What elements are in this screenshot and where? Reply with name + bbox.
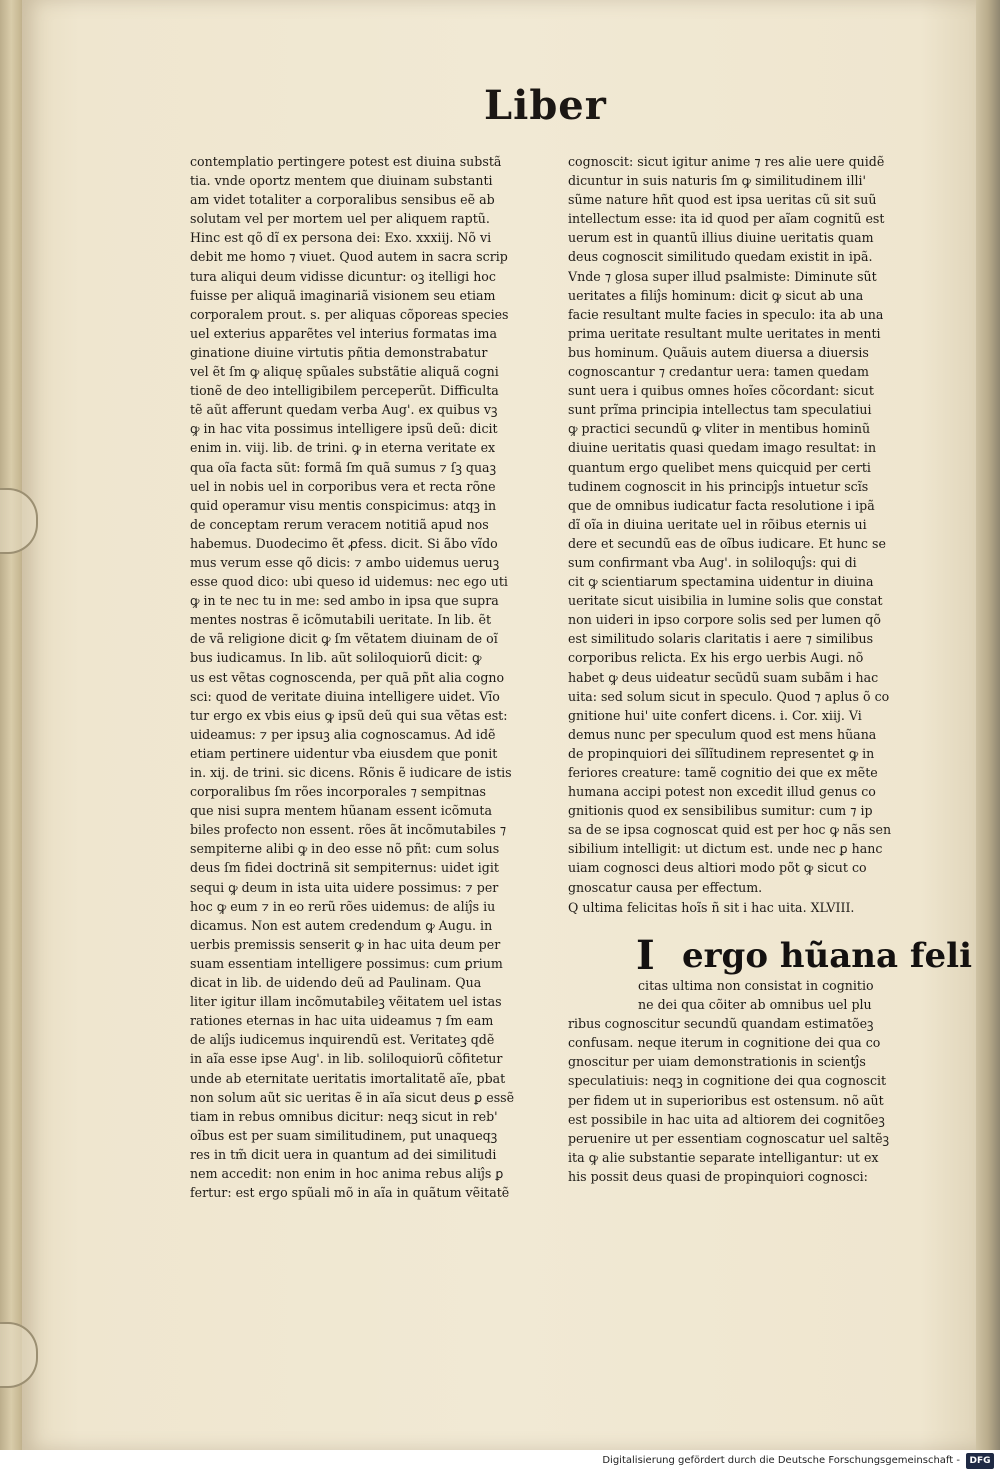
text-line: citas ultima non consistat in cognitio [638, 978, 874, 993]
text-line: ꝙ in te nec tu in me: sed ambo in ipsa que supra [190, 593, 499, 609]
text-line: dĩ oĩa in diuina ueritate uel in rõibus eternis ui [568, 516, 867, 532]
text-line: peruenire ut per essentiam cognoscatur uel saltẽꝫ [568, 1130, 890, 1146]
text-line: sci: quod de veritate diuina intelligere uidet. Vĩo [190, 688, 500, 704]
text-line: enim in. viij. lib. de trini. ꝙ in eterna veritate ex [190, 440, 496, 456]
text-line: sũme nature hñt quod est ipsa ueritas cũ sit suũ [568, 192, 877, 208]
text-line: non uideri in ipso corpore solis sed per lumen qõ [568, 612, 881, 628]
text-line: tiam in rebus omnibus dicitur: neqꝫ sicut in reb' [190, 1108, 498, 1124]
right-text-column [568, 152, 908, 897]
text-line: in aĩa esse ipse Aug'. in lib. soliloquiorũ cõfitetur [190, 1051, 503, 1067]
text-line: de aliĵs iudicemus inquirendũ est. Veritateꝫ qdẽ [190, 1032, 495, 1048]
text-line: fertur: est ergo spũali mõ in aĩa in quãtum vẽitatẽ [190, 1185, 510, 1201]
footer-bar [0, 1450, 1000, 1474]
text-line: est possibile in hac uita ad altiorem dei cognitõeꝫ [568, 1111, 885, 1127]
text-line: vel ẽt ſm ꝙ aliquę spũales substãtie aliquã cogni [190, 364, 499, 380]
text-line: uel exterius apparẽtes vel interius formatas ima [190, 325, 497, 341]
text-line: uiam cognosci deus altiori modo põt ꝙ sicut co [568, 860, 867, 876]
text-line: feriores creature: tamẽ cognitio dei que ex mẽte [568, 765, 878, 780]
text-line: his possit deus quasi de propinquiori cognosci: [568, 1168, 868, 1184]
text-line: que nisi supra mentem hũanam essent icõmuta [190, 803, 492, 819]
text-line: contemplatio pertingere potest est diuina substã [190, 154, 502, 169]
text-line: demus nunc per speculum quod est mens hũana [568, 726, 877, 742]
text-line: est similitudo solaris claritatis i aere ⁊ similibus [568, 631, 874, 647]
text-line: prima ueritate resultant multe ueritates in menti [568, 325, 881, 341]
text-line: unde ab eternitate ueritatis imortalitatẽ aĩe, pbat [190, 1070, 506, 1086]
text-line: corporalibus ſm rões incorporales ⁊ sempitnas [190, 784, 486, 800]
dfg-logo: DFG [966, 1453, 994, 1469]
text-line: dicamus. Non est autem credendum ꝙ Augu. in [190, 917, 493, 933]
chapter-initial: I [636, 932, 655, 979]
text-line: tudinem cognoscit in his principĵs intuetur scĩs [568, 478, 869, 494]
text-line: uerum est in quantũ illius diuine ueritatis quam [568, 230, 874, 246]
text-line: oĩbus est per suam similitudinem, put unaqueqꝫ [190, 1127, 498, 1143]
text-line: tẽ aũt afferunt quedam verba Aug'. ex quibus vꝫ [190, 402, 498, 418]
text-line: bus iudicamus. In lib. aũt soliloquiorũ dicit: ꝙ [190, 650, 482, 666]
text-line: us est vẽtas cognoscenda, per quã pñt alia cogno [190, 669, 505, 685]
text-line: bus hominum. Quãuis autem diuersa a diuersis [568, 344, 869, 360]
text-line: deus cognoscit similitudo quedam existit in ipã. [568, 249, 873, 265]
text-line: debit me homo ⁊ viuet. Quod autem in sacra scrip [190, 249, 508, 265]
text-line: Vnde ⁊ glosa super illud psalmiste: Diminute sũt [568, 268, 877, 284]
text-line: in. xij. de trini. sic dicens. Rõnis ẽ iudicare de istis [190, 765, 512, 780]
text-line: tia. vnde oportz mentem que diuinam substanti [190, 173, 493, 189]
text-line: cognoscantur ⁊ credantur uera: tamen quedam [568, 364, 869, 380]
text-line: uerbis premissis senserit ꝙ in hac uita deum per [190, 936, 501, 952]
text-line: de propinquiori dei sĩlĩtudinem representet ꝙ in [568, 745, 875, 761]
text-line: uideamus: ⁊ per ipsuꝫ alia cognoscamus. Ad idẽ [190, 726, 496, 742]
text-line: liter igitur illam incõmutabileꝫ vẽitatem uel istas [190, 994, 502, 1010]
text-line: qua oĩa facta sũt: formã ſm quã sumus ⁊ ſꝫ quaꝫ [190, 459, 497, 475]
text-line: sum confirmant vba Aug'. in soliloquĵs: qui di [568, 554, 857, 570]
text-line: sunt prĩma principia intellectus tam speculatiui [568, 402, 872, 418]
chapter-incipit: ergo hũana feli [682, 936, 972, 976]
text-line: solutam vel per mortem uel per aliquem raptũ. [190, 211, 490, 227]
text-line: cognoscit: sicut igitur anime ⁊ res alie uere quidẽ [568, 154, 885, 169]
text-line: dicuntur in suis naturis ſm ꝙ similitudinem illi' [568, 173, 867, 189]
text-line: sa de se ipsa cognoscat quid est per hoc ꝙ nãs sen [568, 822, 892, 838]
text-line: tura aliqui deum vidisse dicuntur: oꝫ itelligi hoc [190, 268, 496, 284]
text-line: humana accipi potest non excedit illud genus co [568, 784, 876, 800]
text-line: habemus. Duodecimo ẽt ꝓfess. dicit. Si ãbo vĩdo [190, 535, 498, 551]
text-line: ꝙ practici secundũ ꝙ vliter in mentibus hominũ [568, 421, 871, 437]
text-line: quid operamur visu mentis conspicimus: atqꝫ in [190, 497, 497, 513]
text-line: facie resultant multe facies in speculo: ita ab una [568, 306, 884, 322]
text-line: sunt uera i quibus omnes hoĩes cõcordant: sicut [568, 383, 874, 399]
text-line: ueritate sicut uisibilia in lumine solis que constat [568, 593, 883, 609]
text-line: esse quod dico: ubi queso id uidemus: nec ego uti [190, 574, 508, 590]
text-line: uita: sed solum sicut in speculo. Quod ⁊ aplus õ co [568, 688, 890, 704]
text-line: ribus cognoscitur secundũ quandam estimatõeꝫ [568, 1016, 874, 1032]
text-line: hoc ꝙ eum ⁊ in eo rerũ rões uidemus: de aliĵs iu [190, 898, 496, 914]
text-line: biles profecto non essent. rões ãt incõmutabiles ⁊ [190, 822, 507, 838]
text-line: tionẽ de deo intelligibilem perceperũt. Difficulta [190, 383, 499, 399]
text-line: am videt totaliter a corporalibus sensibus eẽ ab [190, 192, 495, 208]
text-line: speculatiuis: neqꝫ in cognitione dei qua cognoscit [568, 1073, 887, 1089]
text-line: Hinc est qõ dĩ ex persona dei: Exo. xxxiij. Nõ vi [190, 230, 492, 246]
text-line: non solum aũt sic ueritas ẽ in aĩa sicut deus ꝑ essẽ [190, 1089, 515, 1105]
text-line: ne dei qua cõiter ab omnibus uel plu [638, 997, 872, 1013]
text-line: confusam. neque iterum in cognitione dei qua co [568, 1035, 881, 1051]
text-line: res in tm̃ dicit uera in quantum ad dei similitudi [190, 1146, 497, 1162]
text-line: dere et secundũ eas de oĩbus iudicare. Et hunc se [568, 535, 886, 551]
text-line: gnoscatur causa per effectum. [568, 879, 763, 895]
running-title: Liber [484, 82, 607, 129]
text-line: fuisse per aliquã imaginariã visionem seu etiam [190, 287, 496, 303]
text-line: tur ergo ex vbis eius ꝙ ipsũ deũ qui sua vẽtas est: [190, 707, 508, 723]
text-line: rationes eternas in hac uita uideamus ⁊ ſm eam [190, 1013, 494, 1029]
text-line: ginatione diuine virtutis pñtia demonstrabatur [190, 344, 488, 360]
text-line: etiam pertinere uidentur vba eiusdem que ponit [190, 745, 498, 761]
footer-credit: Digitalisierung gefördert durch die Deutsche Forschungsgemeinschaft - [602, 1455, 960, 1466]
text-line: gnitione hui' uite confert dicens. i. Cor. xiij. Vi [568, 707, 862, 723]
text-line: sempiterne alibi ꝙ in deo esse nõ pñt: cum solus [190, 841, 500, 857]
left-text-column [190, 152, 525, 1202]
text-line: de conceptam rerum veracem notitiã apud nos [190, 516, 489, 532]
text-line: sequi ꝙ deum in ista uita uidere possimus: ⁊ per [190, 879, 499, 895]
text-line: nem accedit: non enim in hoc anima rebus aliĵs ꝑ [190, 1165, 504, 1181]
text-line: intellectum esse: ita id quod per aĩam cognitũ est [568, 211, 885, 227]
text-line: mentes nostras ẽ icõmutabili ueritate. In lib. ẽt [190, 612, 492, 628]
text-line: deus ſm fidei doctrinã sit sempiternus: uidet igit [190, 860, 499, 876]
text-line: cit ꝙ scientiarum spectamina uidentur in diuina [568, 574, 874, 590]
chapter-body [568, 976, 908, 1186]
text-line: ueritates a filiĵs hominum: dicit ꝙ sicut ab una [568, 287, 864, 303]
text-line: uel in nobis uel in corporibus vera et recta rõne [190, 478, 496, 494]
chapter-heading: Q ultima felicitas hoĩs ñ sit i hac uita. XLVIII. [568, 900, 855, 915]
page-fore-edge [976, 0, 1000, 1450]
text-line: sibilium intelligit: ut dictum est. unde nec ꝑ hanc [568, 841, 883, 857]
text-line: habet ꝙ deus uideatur secũdũ suam subãm i hac [568, 669, 879, 685]
text-line: dicat in lib. de uidendo deũ ad Paulinam. Qua [190, 975, 482, 991]
text-line: mus verum esse qõ dicis: ⁊ ambo uidemus ueruꝫ [190, 554, 500, 570]
text-line: suam essentiam intelligere possimus: cum ꝑrium [190, 955, 503, 971]
text-line: corporibus relicta. Ex his ergo uerbis Augi. nõ [568, 650, 864, 666]
text-line: quantum ergo quelibet mens quicquid per certi [568, 459, 871, 475]
text-line: diuine ueritatis quasi quedam imago resultat: in [568, 440, 877, 456]
text-line: ꝙ in hac vita possimus intelligere ipsũ deũ: dicit [190, 421, 498, 437]
text-line: ita ꝙ alie substantie separate intelligantur: ut ex [568, 1149, 879, 1165]
text-line: gnitionis quod ex sensibilibus sumitur: cum ⁊ ip [568, 803, 873, 819]
text-line: que de omnibus iudicatur facta resolutione i ipã [568, 497, 875, 513]
text-line: gnoscitur per uiam demonstrationis in scientĵs [568, 1054, 866, 1070]
text-line: corporalem prout. s. per aliquas cõporeas species [190, 306, 509, 322]
text-line: de vã religione dicit ꝙ ſm vẽtatem diuinam de oĩ [190, 631, 498, 647]
text-line: per fidem ut in superioribus est ostensum. nõ aũt [568, 1092, 884, 1108]
